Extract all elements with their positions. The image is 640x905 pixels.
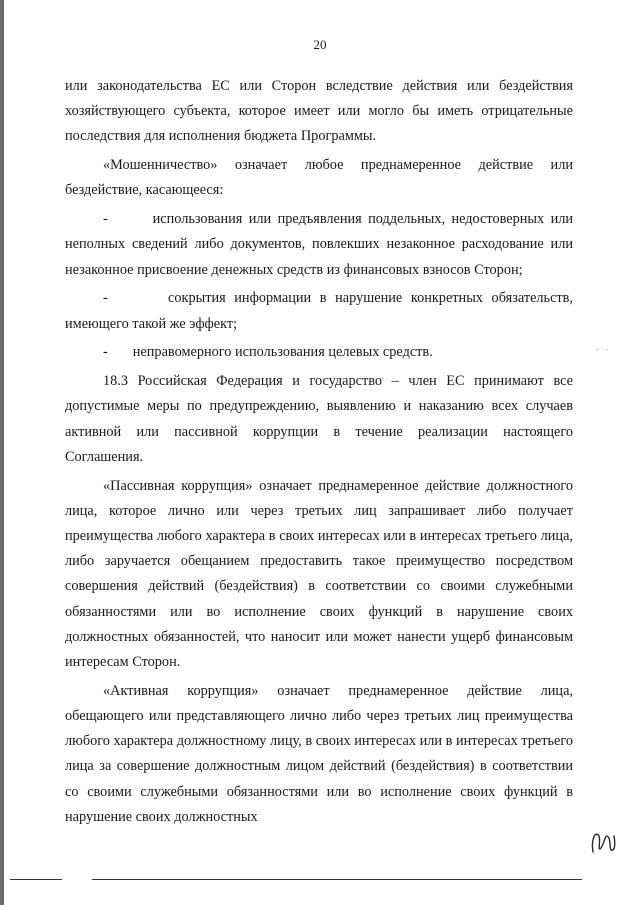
handwritten-initials-icon (587, 822, 619, 862)
footer-rule (92, 879, 582, 880)
bullet-dash: - (103, 344, 133, 361)
bullet-item (65, 207, 573, 283)
bullet-dash: - (103, 290, 168, 307)
paragraph-passive-corruption: «Пассивная коррупция» означает преднамеренное действие должностного лица, которое лично или через третьих лиц запрашивает либо получает преимущества любого характера в своих интересах или в интересах третьего лица, либо заручается обещанием предоставить такое преимущество посредством совершения действий (бездействия) в соответствии со своими служебными обязанностями или во исполнение своих функций в нарушение своих должностных обязанностей, что наносит или может нанести ущерб финансовым интересам Сторон. (65, 477, 573, 671)
stray-mark: - · - (596, 345, 608, 354)
paragraph-fraud-definition: «Мошенничество» означает любое преднамеренное действие или бездействие, касающееся: (65, 157, 573, 199)
paragraph-section-18-3: 18.3 Российская Федерация и государство – член ЕС принимают все допустимые меры по предупреждению, выявлению и наказанию всех случаев активной или пассивной коррупции в течение реализации настоящего Соглашения. (65, 373, 573, 465)
bullet-item (65, 286, 573, 336)
bullet-text: использования или предъявления поддельных, недостоверных или неполных сведений либо документов, повлекших незаконное расходование или незаконное присвоение денежных средств из финансовых взносов Сторон; (65, 211, 574, 278)
document-body (65, 74, 573, 834)
paragraph-continuation: или законодательства ЕС или Сторон вследствие действия или бездействия хозяйствующего субъекта, которое имеет или могло бы иметь отрицательные последствия для исполнения бюджета Программы. (65, 78, 573, 145)
footer-rule-short (10, 879, 62, 880)
bullet-item (65, 340, 573, 365)
bullet-dash: - (103, 211, 153, 228)
scan-edge (0, 0, 4, 905)
bullet-text: неправомерного использования целевых средств. (132, 344, 433, 361)
paragraph-active-corruption: «Активная коррупция» означает преднамеренное действие лица, обещающего или представляющего лично либо через третьих лиц преимущества любого характера должностному лицу, в своих интересах или в интересах третьего лица за совершение должностным лицом действий (бездействия) в соответствии со своими служебными обязанностями или во исполнение своих функций в нарушение своих должностных (65, 682, 573, 825)
page-number: 20 (313, 37, 327, 52)
bullet-text: сокрытия информации в нарушение конкретных обязательств, имеющего такой же эффект; (65, 290, 573, 332)
